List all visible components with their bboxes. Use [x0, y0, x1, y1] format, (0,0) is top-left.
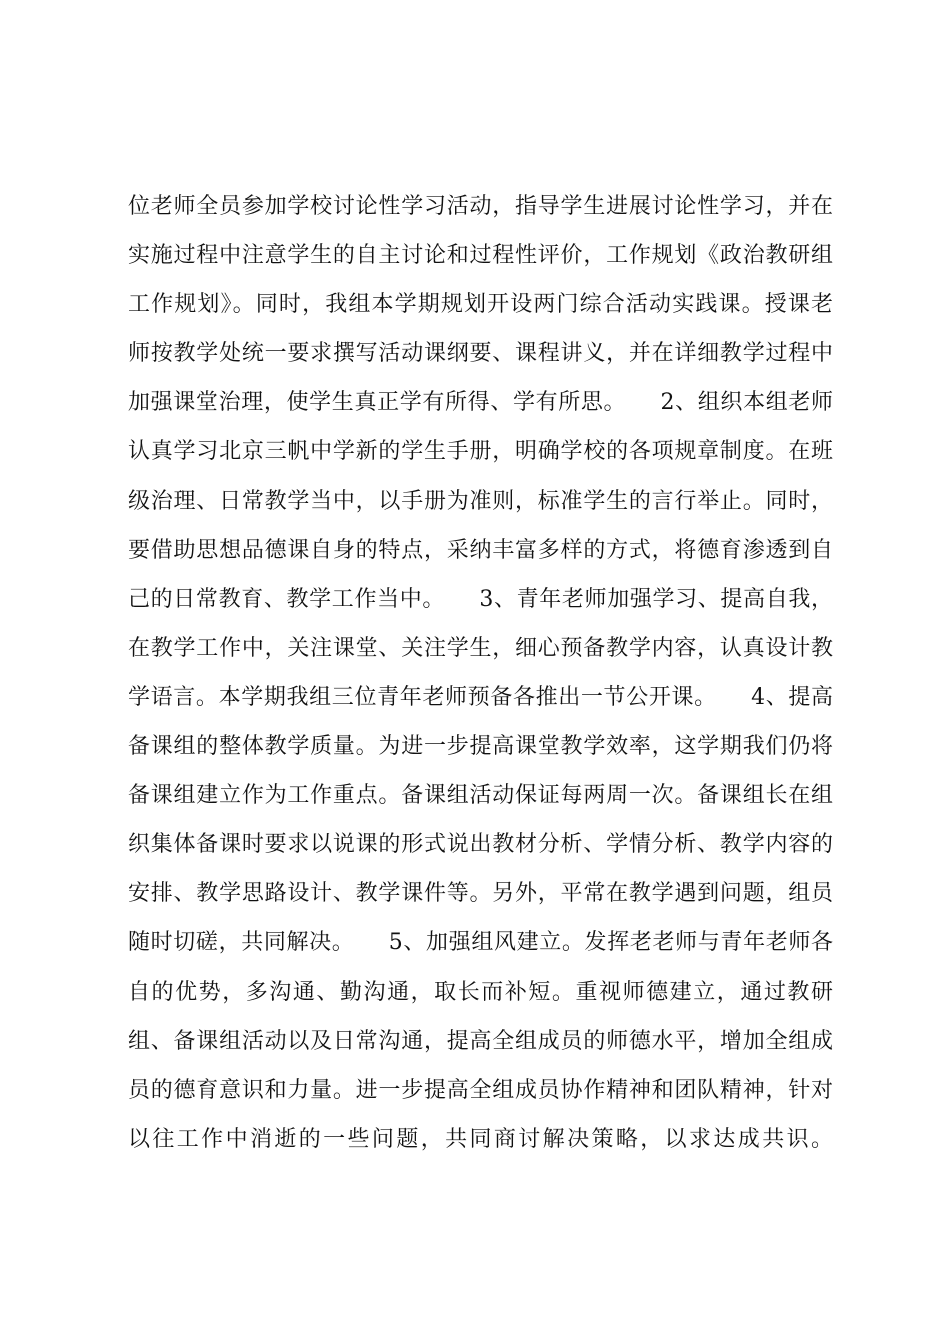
text-line: 认真学习北京三帆中学新的学生手册，明确学校的各项规章制度。在班 [128, 439, 833, 465]
body-text [128, 182, 833, 1164]
text-line: 随时切磋，共同解决。 5、加强组风建立。发挥老老师与青年老师各 [128, 930, 833, 956]
text-line: 加强课堂治理，使学生真正学有所得、学有所思。 2、组织本组老师 [128, 390, 833, 416]
text-line: 备课组的整体教学质量。为进一步提高课堂教学效率，这学期我们仍将 [128, 734, 833, 760]
text-line: 组、备课组活动以及日常沟通，提高全组成员的师德水平，增加全组成 [128, 1028, 833, 1054]
text-line: 实施过程中注意学生的自主讨论和过程性评价，工作规划《政治教研组 [128, 243, 833, 269]
text-line: 员的德育意识和力量。进一步提高全组成员协作精神和团队精神，针对 [128, 1077, 833, 1103]
text-line: 在教学工作中，关注课堂、关注学生，细心预备教学内容，认真设计教 [128, 635, 833, 661]
text-line: 学语言。本学期我组三位青年老师预备各推出一节公开课。 4、提高 [128, 684, 833, 710]
text-line: 以往工作中消逝的一些问题，共同商讨解决策略，以求达成共识。 [128, 1126, 833, 1152]
text-line: 自的优势，多沟通、勤沟通，取长而补短。重视师德建立，通过教研 [128, 979, 833, 1005]
text-line: 己的日常教育、教学工作当中。 3、青年老师加强学习、提高自我， [128, 586, 833, 612]
text-line: 级治理、日常教学当中，以手册为准则，标准学生的言行举止。同时， [128, 488, 833, 514]
text-line: 安排、教学思路设计、教学课件等。另外，平常在教学遇到问题，组员 [128, 881, 833, 907]
text-line: 工作规划》。同时，我组本学期规划开设两门综合活动实践课。授课老 [128, 292, 833, 318]
text-line: 师按教学处统一要求撰写活动课纲要、课程讲义，并在详细教学过程中 [128, 341, 833, 367]
text-line: 备课组建立作为工作重点。备课组活动保证每两周一次。备课组长在组 [128, 783, 833, 809]
text-line: 要借助思想品德课自身的特点，采纳丰富多样的方式，将德育渗透到自 [128, 537, 833, 563]
text-line: 织集体备课时要求以说课的形式说出教材分析、学情分析、教学内容的 [128, 832, 833, 858]
text-line: 位老师全员参加学校讨论性学习活动，指导学生进展讨论性学习，并在 [128, 194, 833, 219]
